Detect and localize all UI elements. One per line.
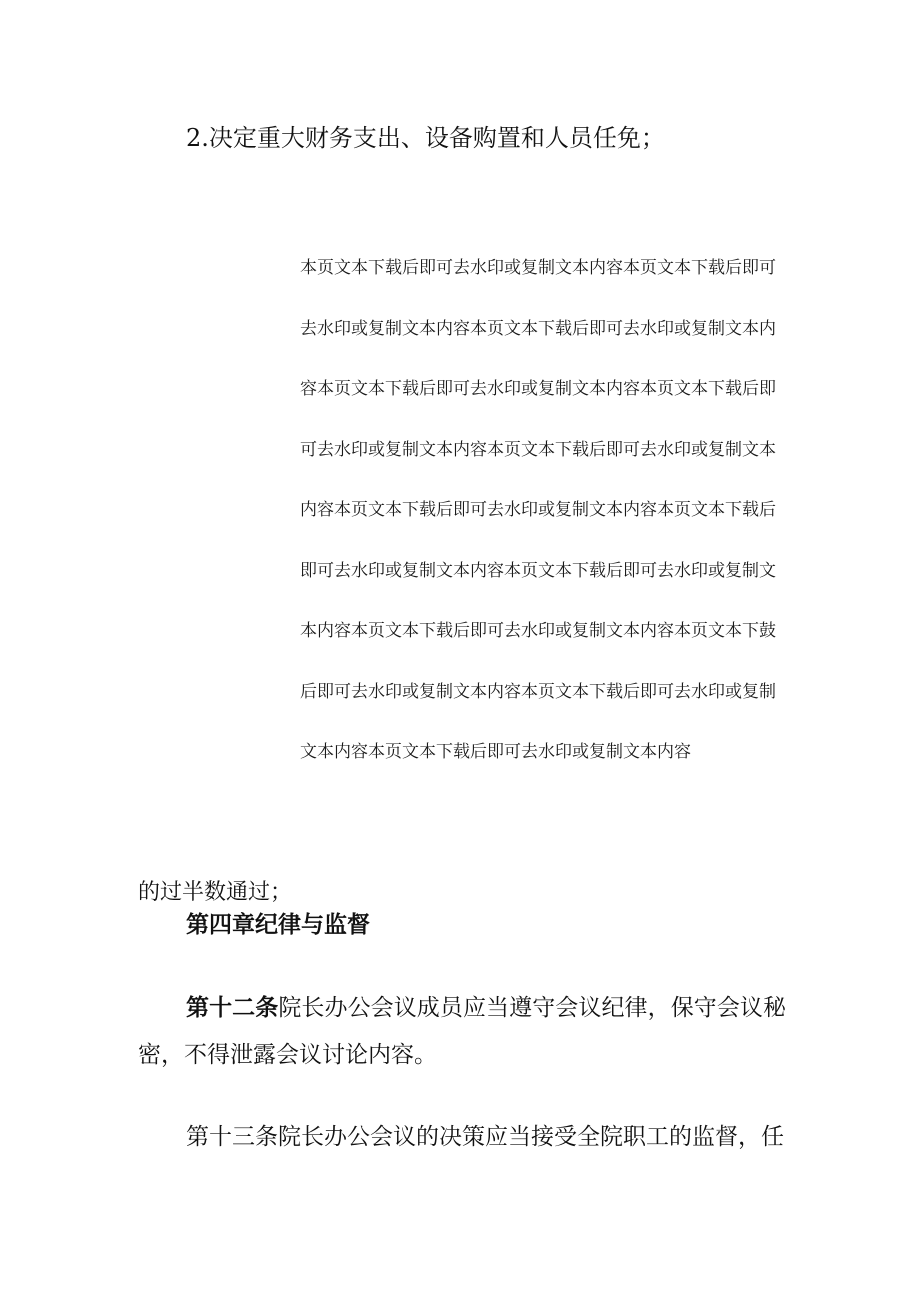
- watermark-line: 可去水印或复制文本内容本页文本下载后即可去水印或复制文本: [300, 439, 776, 460]
- paragraph-tail: 的过半数通过；: [138, 880, 293, 905]
- article-12-text: 院长办公会议成员应当遵守会议纪律，保守会议秘密，不得泄露会议讨论内容。: [138, 995, 787, 1068]
- watermark-notice-block: [300, 256, 790, 801]
- chapter-heading: 第四章纪律与监督: [186, 911, 370, 938]
- watermark-line: 内容本页文本下载后即可去水印或复制文本内容本页文本下载后: [300, 500, 776, 520]
- article-12-paragraph: [138, 984, 786, 1079]
- article-12-label: 第十二条: [186, 994, 279, 1021]
- watermark-line: 本内容本页文本下载后即可去水印或复制文本内容本页文本下鼓: [300, 621, 776, 641]
- watermark-line: 去水印或复制文本内容本页文本下载后即可去水印或复制文本内: [300, 318, 776, 339]
- article-13-paragraph: 第十三条院长办公会议的决策应当接受全院职工的监督，任: [186, 1124, 784, 1150]
- watermark-line: 本页文本下载后即可去水印或复制文本内容本页文本下载后即可: [300, 258, 776, 278]
- watermark-line: 即可去水印或复制文本内容本页文本下载后即可去水印或复制文: [300, 560, 776, 581]
- watermark-line: 容本页文本下载后即可去水印或复制文本内容本页文本下载后即: [300, 379, 776, 399]
- watermark-line: 文本内容本页文本下载后即可去水印或复制文本内容: [300, 742, 691, 762]
- list-item-2: 2.决定重大财务支出、设备购置和人员任免；: [186, 124, 665, 152]
- watermark-line: 后即可去水印或复制文本内容本页文本下载后即可去水印或复制: [300, 681, 776, 702]
